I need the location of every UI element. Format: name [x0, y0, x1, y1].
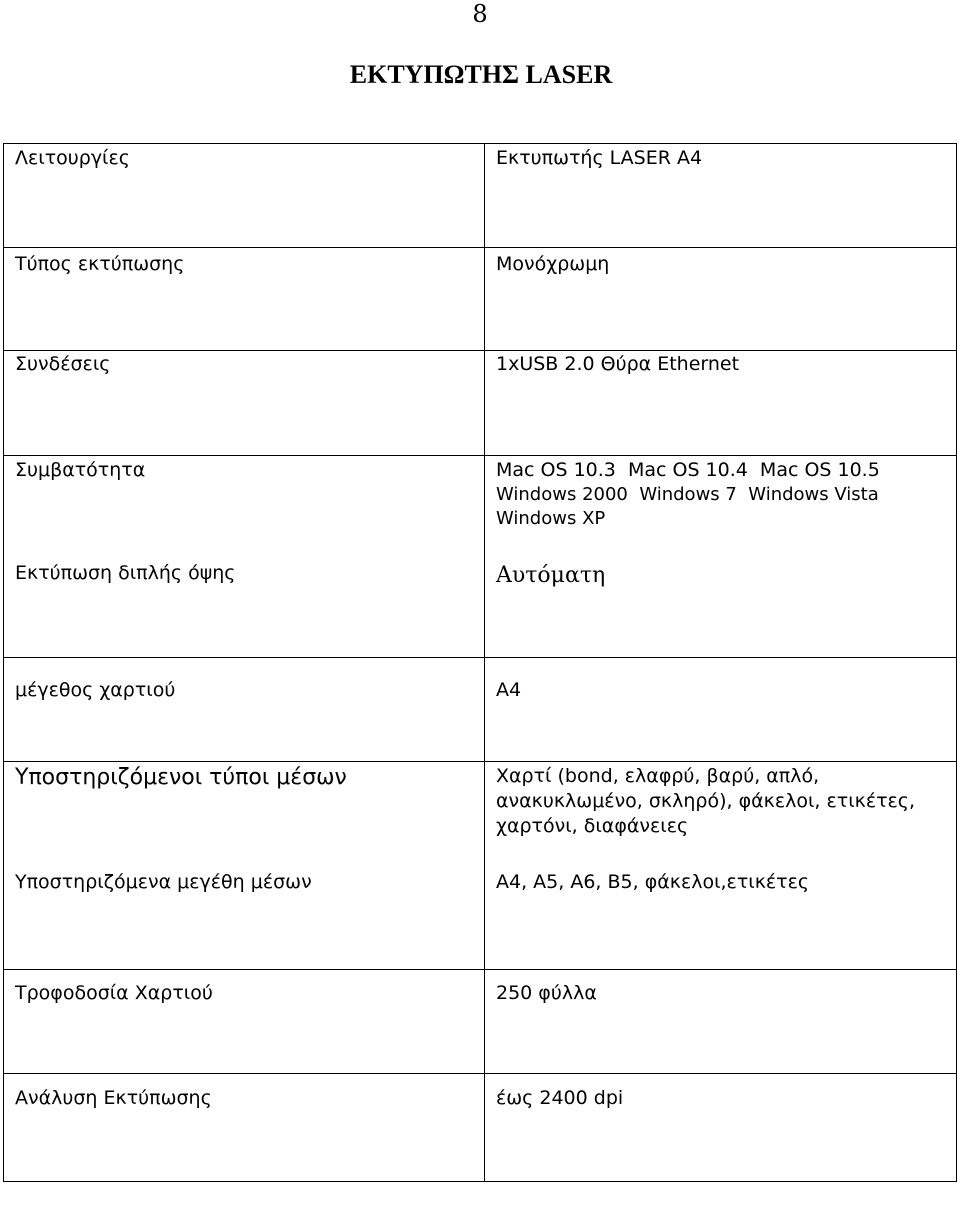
- row-label-cell: [4, 351, 485, 455]
- compatibility-line: Windows XP: [496, 508, 606, 529]
- row-label: Συνδέσεις: [15, 353, 111, 375]
- compatibility-line: Mac OS 10.3 Mac OS 10.4 Mac OS 10.5: [496, 459, 880, 481]
- row-label: μέγεθος χαρτιού: [15, 679, 176, 701]
- row-value: A4: [496, 679, 522, 701]
- row-label: Υποστηριζόμενα μεγέθη μέσων: [15, 871, 312, 893]
- row-value-cell: [485, 248, 956, 350]
- row-label-cell: [4, 970, 485, 1073]
- row-value-cell: [485, 144, 956, 247]
- table-row: [4, 1074, 956, 1181]
- row-label-cell: [4, 144, 485, 247]
- page-number: 8: [472, 0, 488, 28]
- media-types-line: χαρτόνι, διαφάνειες: [496, 815, 689, 837]
- row-value-cell: [485, 351, 956, 455]
- row-label-cell: [4, 456, 485, 657]
- row-value-cell: [485, 970, 956, 1073]
- row-value: έως 2400 dpi: [496, 1087, 624, 1109]
- spec-table: [3, 143, 957, 1182]
- row-value: 1xUSB 2.0 Θύρα Ethernet: [496, 353, 740, 375]
- row-label: Ανάλυση Εκτύπωσης: [15, 1087, 212, 1109]
- row-label: Εκτύπωση διπλής όψης: [15, 562, 236, 584]
- row-value: Αυτόματη: [496, 563, 606, 588]
- row-label: Τύπος εκτύπωσης: [15, 253, 185, 275]
- table-row: [4, 970, 956, 1074]
- row-value-cell: [485, 762, 956, 969]
- row-label-cell: [4, 1074, 485, 1181]
- row-label: Λειτουργίες: [15, 147, 130, 169]
- media-types-line: ανακυκλωμένο, σκληρό), φάκελοι, ετικέτες,: [496, 790, 915, 812]
- row-label-cell: [4, 658, 485, 761]
- row-value-cell: [485, 456, 956, 657]
- row-value: Μονόχρωμη: [496, 253, 610, 275]
- row-label: Συμβατότητα: [15, 459, 146, 481]
- row-value-cell: [485, 658, 956, 761]
- media-types-line: Χαρτί (bond, ελαφρύ, βαρύ, απλό,: [496, 765, 820, 787]
- row-value: Εκτυπωτής LASER A4: [496, 147, 703, 169]
- table-row: [4, 351, 956, 456]
- row-label: Υποστηριζόμενοι τύποι μέσων: [15, 765, 347, 790]
- row-label-cell: [4, 248, 485, 350]
- row-value-cell: [485, 1074, 956, 1181]
- table-row: [4, 144, 956, 248]
- row-label: Τροφοδοσία Χαρτιού: [15, 982, 213, 1004]
- table-row: [4, 658, 956, 762]
- table-row: [4, 248, 956, 351]
- table-row: [4, 456, 956, 658]
- row-value: A4, A5, A6, B5, φάκελοι,ετικέτες: [496, 871, 810, 893]
- row-label-cell: [4, 762, 485, 969]
- table-row: [4, 762, 956, 970]
- page-title: ΕΚΤΥΠΩΤΗΣ LASER: [349, 60, 613, 89]
- row-value: 250 φύλλα: [496, 982, 597, 1004]
- compatibility-line: Windows 2000 Windows 7 Windows Vista: [496, 484, 879, 505]
